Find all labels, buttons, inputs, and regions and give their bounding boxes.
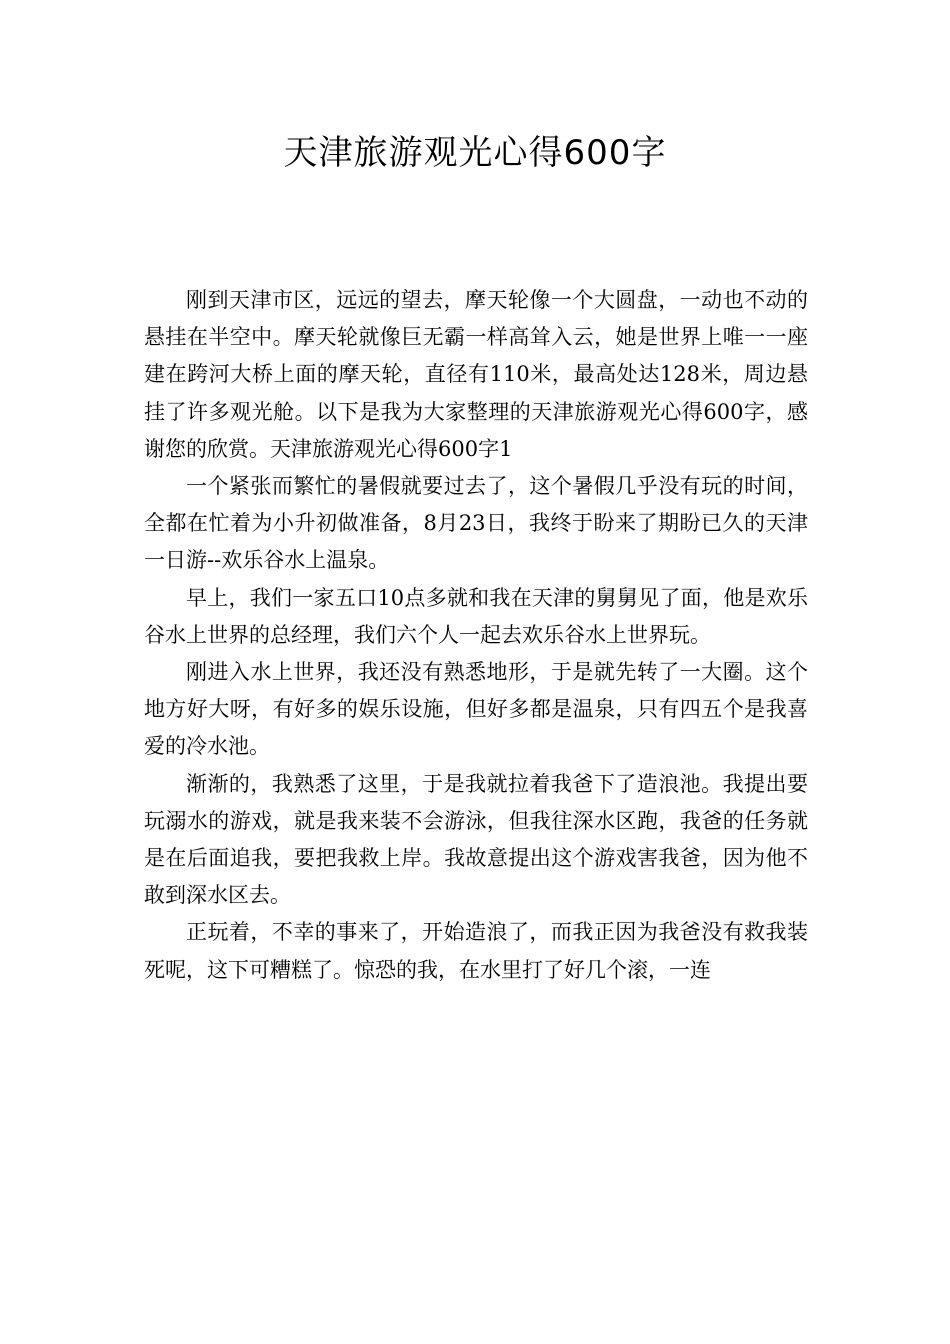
paragraph: 正玩着，不幸的事来了，开始造浪了，而我正因为我爸没有救我装死呢，这下可糟糕了。惊恐的我，在水里打了好几个滚，一连 bbox=[144, 920, 808, 982]
paragraph: 渐渐的，我熟悉了这里，于是我就拉着我爸下了造浪池。我提出要玩溺水的游戏，就是我来装不会游泳，但我往深水区跑，我爸的任务就是在后面追我，要把我救上岸。我故意提出这个游戏害我爸，因为他不敢到深水区去。 bbox=[144, 771, 808, 908]
paragraph: 刚到天津市区，远远的望去，摩天轮像一个大圆盘，一动也不动的悬挂在半空中。摩天轮就像巨无霸一样高耸入云，她是世界上唯一一座建在跨河大桥上面的摩天轮，直径有110米，最高处达128米，周边悬挂了许多观光舱。以下是我为大家整理的天津旅游观光心得600字，感谢您的欣赏。天津旅游观光心得600字1 bbox=[144, 288, 808, 461]
paragraph: 早上，我们一家五口10点多就和我在天津的舅舅见了面，他是欢乐谷水上世界的总经理，我们六个人一起去欢乐谷水上世界玩。 bbox=[144, 585, 808, 647]
paragraph: 刚进入水上世界，我还没有熟悉地形，于是就先转了一大圈。这个地方好大呀，有好多的娱乐设施，但好多都是温泉，只有四五个是我喜爱的冷水池。 bbox=[144, 660, 808, 759]
document-title: 天津旅游观光心得600字 bbox=[283, 133, 667, 173]
paragraph: 一个紧张而繁忙的暑假就要过去了，这个暑假几乎没有玩的时间，全都在忙着为小升初做准备，8月23日，我终于盼来了期盼已久的天津一日游--欢乐谷水上温泉。 bbox=[144, 474, 808, 573]
document-body bbox=[144, 282, 808, 989]
